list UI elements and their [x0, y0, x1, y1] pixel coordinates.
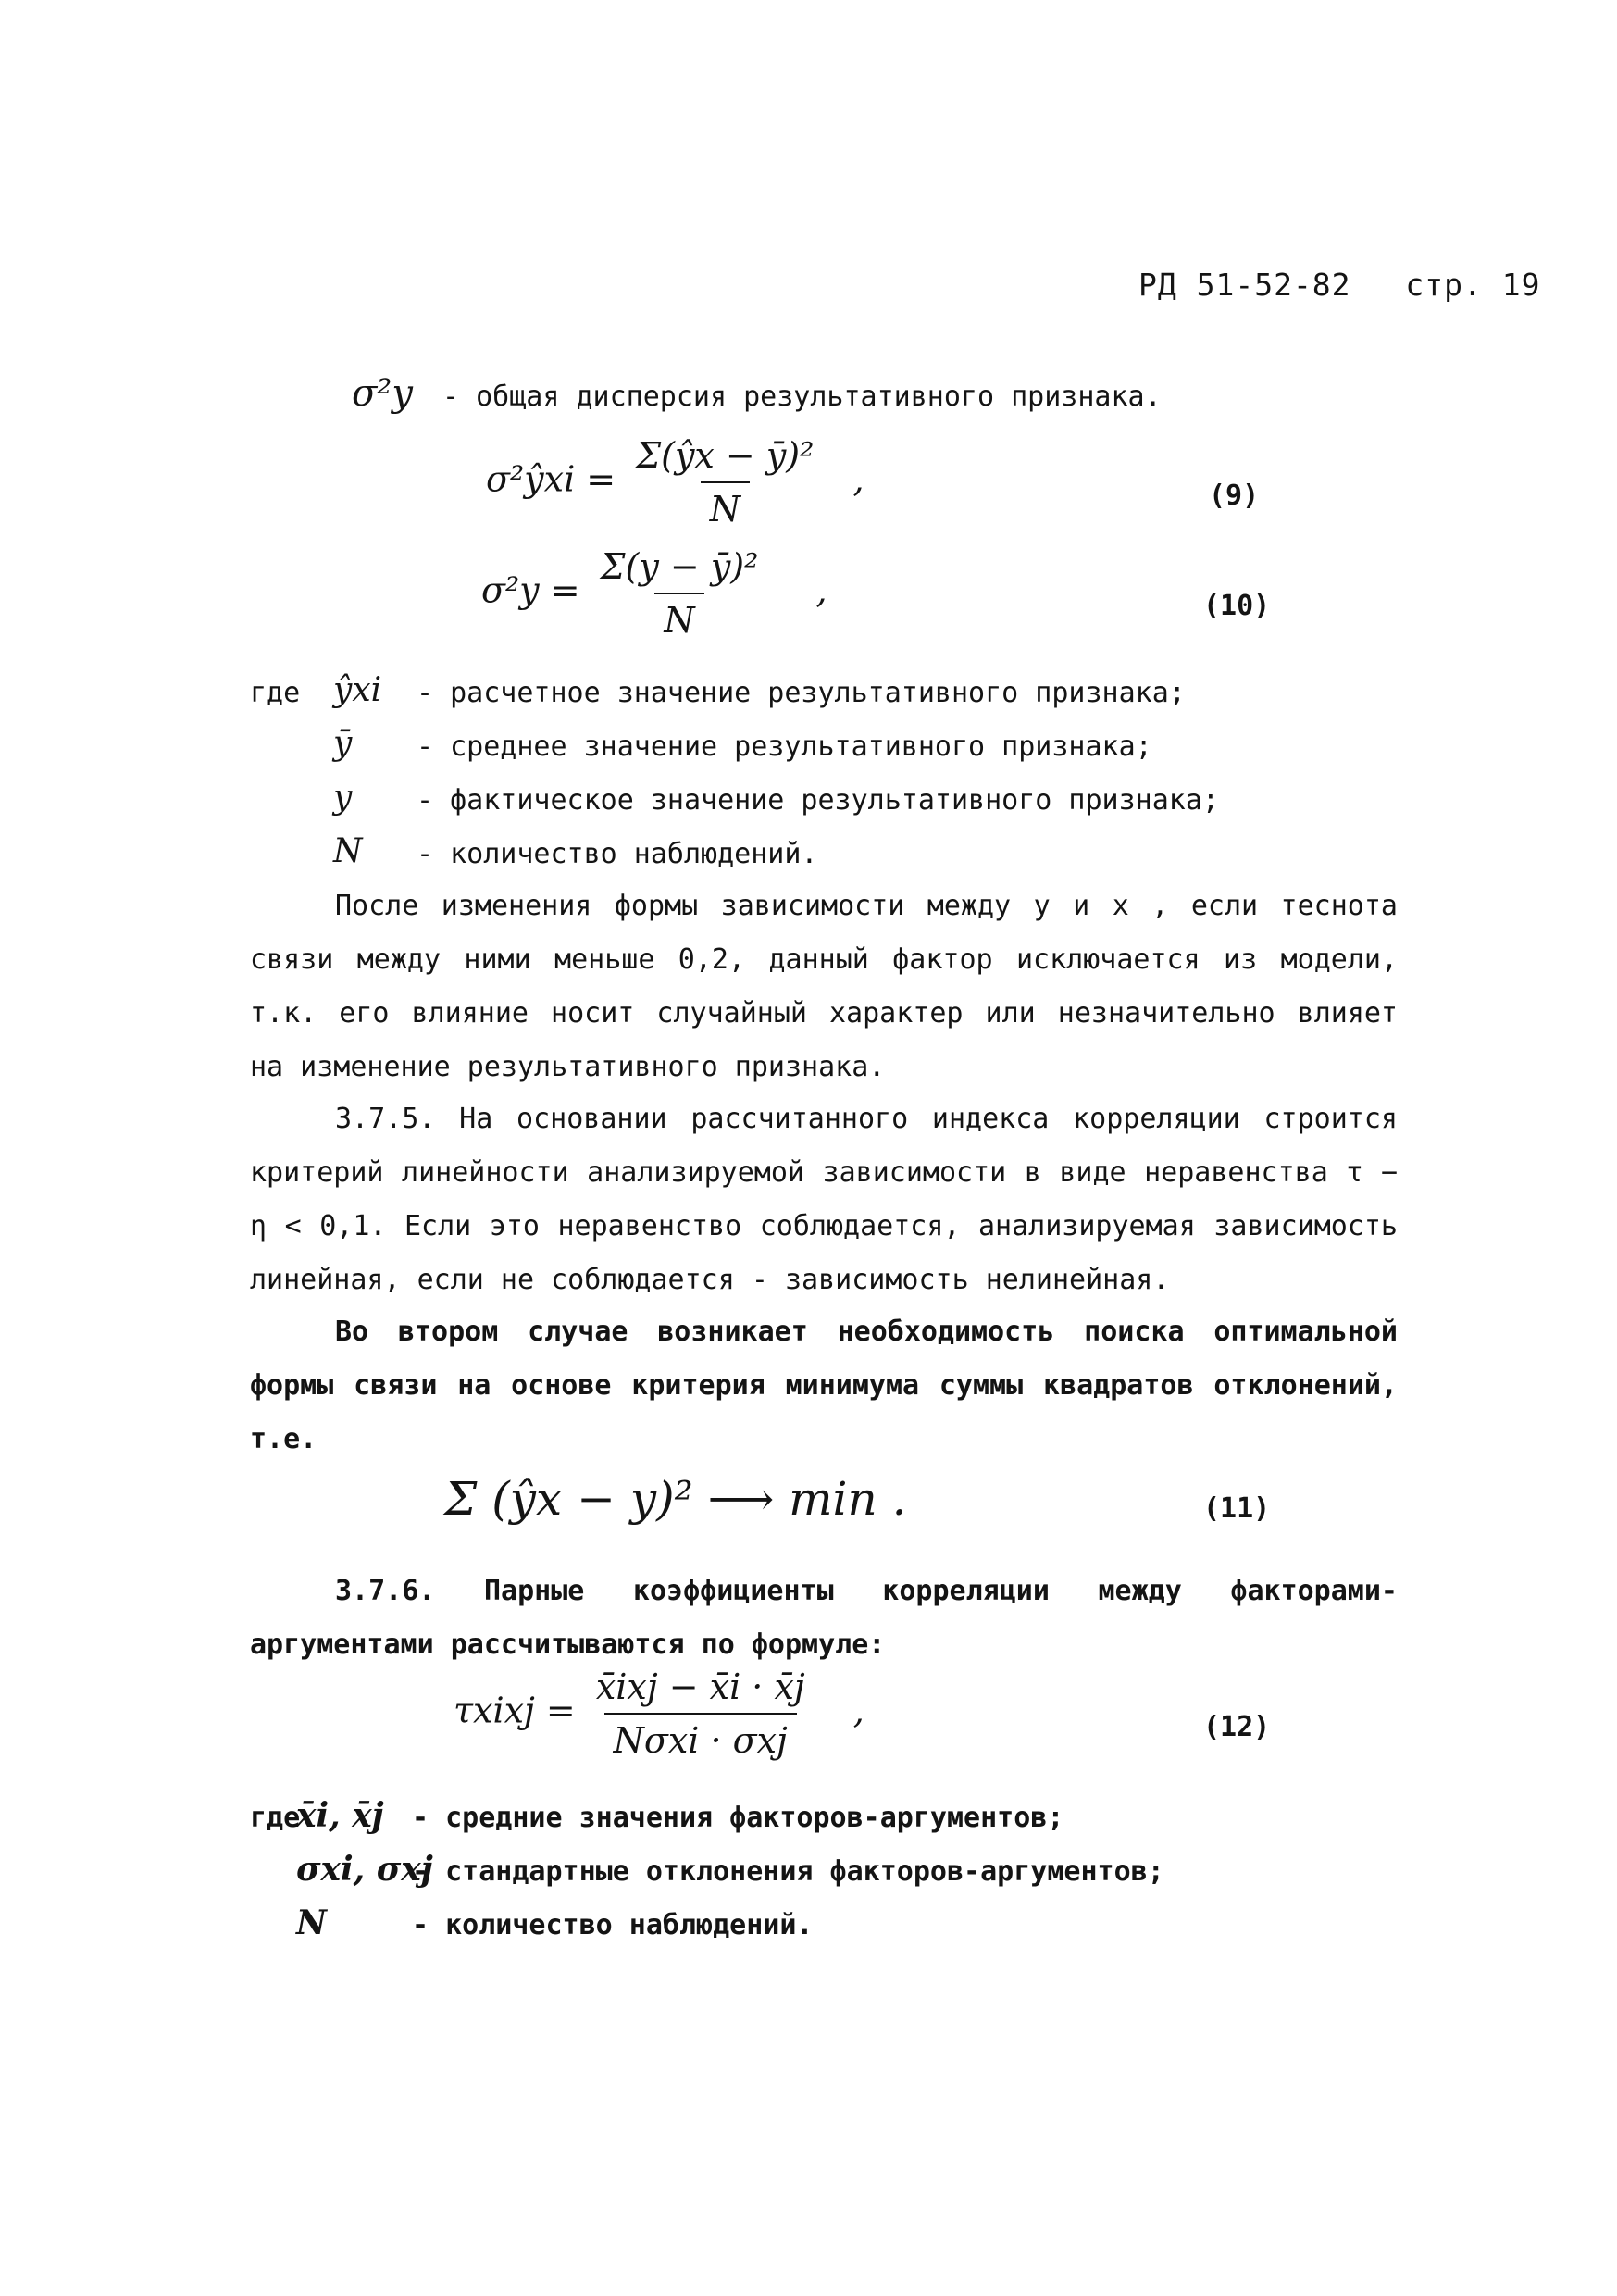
eq12-numerator: x̄ixj − x̄i · x̄j [595, 1666, 805, 1707]
eq10-comma: , [815, 569, 827, 611]
definition-symbol: σxi, σxj [296, 1850, 433, 1889]
definition-symbol: y [333, 779, 353, 817]
sigma-y-text: - общая дисперсия результативного признака. [442, 381, 1162, 413]
definition-symbol: N [333, 832, 363, 870]
equation-9 [486, 435, 864, 530]
eq9-fraction [627, 435, 823, 530]
equation-11: Σ (ŷx − y)² ⟶ min . [444, 1472, 907, 1526]
eq9-numerator: Σ(ŷx − ȳ)² [636, 435, 815, 476]
eq12-comma: , [852, 1690, 864, 1731]
definitions-list-1 [250, 671, 1453, 893]
definition-text: - среднее значение результативного признака; [417, 730, 1152, 763]
defs2-where: где [250, 1802, 301, 1834]
paragraph-form-change [250, 880, 1398, 1094]
definition-text: - количество наблюдений. [412, 1909, 814, 1941]
paragraph-3-7-6 [250, 1565, 1398, 1672]
definition-text: - средние значения факторов-аргументов; [412, 1802, 1064, 1834]
paragraph-3-7-5-text: 3.7.5. На основании рассчитанного индекса корреляции строится критерий линейности анализируемой зависимости в виде неравенства τ − η < 0,1. Если это неравенство соблюдается, анализируемая зависимость линейная, если не соблюдается - зависимость нелинейная. [250, 1103, 1398, 1296]
paragraph-form-change-text: После изменения формы зависимости между y и x , если теснота связи между ними меньше 0,2, данный фактор исключается из модели, т.к. его влияние носит случайный характер или незначительно влияет на изменение результативного признака. [250, 890, 1398, 1083]
page-header [1138, 267, 1541, 303]
eq10-numerator: Σ(y − ȳ)² [600, 546, 759, 587]
eq12-denominator: Nσxi · σxj [604, 1713, 797, 1761]
eq11-number: (11) [1203, 1492, 1271, 1525]
definition-text: - стандартные отклонения факторов-аргументов; [412, 1855, 1164, 1888]
definition-text: - расчетное значение результативного признака; [417, 677, 1186, 709]
eq9-denominator: N [701, 481, 750, 530]
eq10-fraction [591, 546, 768, 641]
page-number: стр. 19 [1405, 267, 1541, 303]
definition-symbol: x̄i, x̄j [296, 1796, 384, 1835]
definition-text: - количество наблюдений. [417, 838, 818, 870]
eq9-lhs: σ²ŷxi = [486, 458, 616, 500]
document-code: РД 51-52-82 [1138, 267, 1351, 303]
definition-symbol: ŷxi [333, 671, 382, 709]
definition-symbol: N [296, 1903, 327, 1942]
defs1-where: где [250, 677, 301, 709]
sigma-y-symbol: σ²y [352, 372, 413, 415]
eq9-comma: , [852, 458, 864, 500]
definitions-list-2 [250, 1796, 1453, 1963]
definition-symbol: ȳ [333, 725, 353, 763]
eq10-number: (10) [1203, 590, 1271, 622]
definition-text: - фактическое значение результативного признака; [417, 784, 1219, 817]
eq9-number: (9) [1209, 480, 1260, 512]
paragraph-second-case [250, 1305, 1398, 1466]
eq12-lhs: τxixj = [454, 1690, 576, 1731]
paragraph-second-case-text: Во втором случае возникает необходимость поиска оптимальной формы связи на основе критерия минимума суммы квадратов отклонений, т.е. [250, 1316, 1398, 1455]
eq10-denominator: N [654, 593, 703, 641]
sigma-y-definition [352, 372, 1162, 415]
paragraph-3-7-5 [250, 1092, 1398, 1307]
equation-10 [481, 546, 827, 641]
eq12-fraction [587, 1666, 815, 1761]
equation-12 [454, 1666, 864, 1761]
paragraph-3-7-6-text: 3.7.6. Парные коэффициенты корреляции между факторами-аргументами рассчитываются по формуле: [250, 1575, 1398, 1661]
eq10-lhs: σ²y = [481, 569, 580, 611]
eq12-number: (12) [1203, 1711, 1271, 1743]
